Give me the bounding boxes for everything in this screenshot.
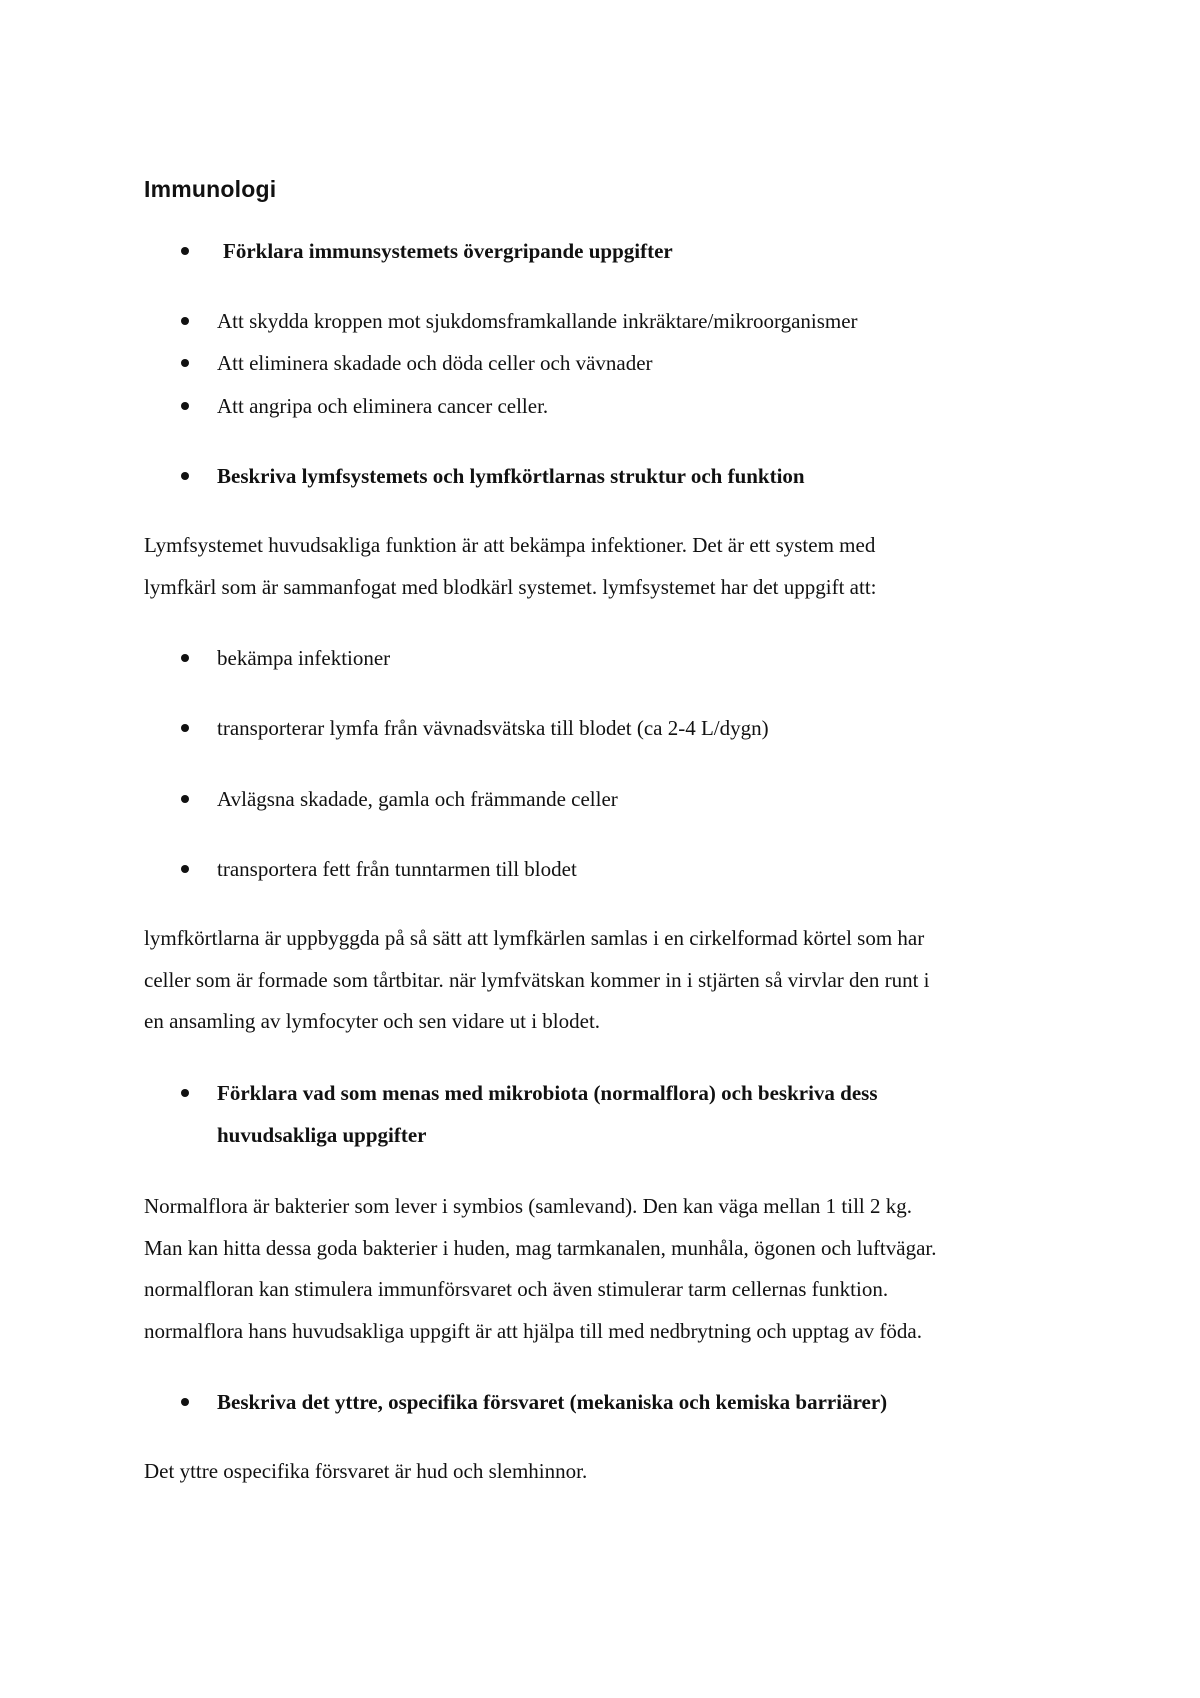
bullet-icon [181,865,189,873]
bullet-icon [181,402,189,410]
bullet-icon [181,1398,189,1406]
bullet-icon [181,654,189,662]
document-title: Immunologi [144,176,277,202]
bullet-icon [181,472,189,480]
bullet-icon [181,795,189,803]
bullet-icon [181,317,189,325]
bullet-icon [181,359,189,367]
bullet-icon [181,1089,189,1097]
paragraph-lymphatic-system: Lymfsystemet huvudsakliga funktion är att bekämpa infektioner. Det är ett system med lymfkärl som är sammanfogat med blodkärl systemet. lymfsystemet har det uppgift att: [144,533,877,599]
paragraph-outer-defense: Det yttre ospecifika försvaret är hud och slemhinnor. [144,1459,588,1483]
document-page: Immunologi Förklara immunsystemets övergripande uppgifter Att skydda kroppen mot sjukdomsframkallande inkräktare/mikroorganismer Att eliminera skadade och döda celler och vävnader Att angripa och eliminera cancer celler. Beskriva lymfsystemets och lymfkörtlarnas struktur och funktion Lymfsystemet huvudsakliga funktion är att bekämpa infektioner. Det är ett system med lymfkärl som är sammanfogat med blodkärl systemet. lymfsystemet har det uppgift att: bekämpa infektioner transporterar lymfa från vävnadsvätska till blodet (ca 2-4 L/dygn) Avlägsna skadade, gamla och främmande celler transportera fett från tunntarmen till blodet lymfkörtlarna är uppbyggda på så sätt att lymfkärlen samlas i en cirkelformad körtel som har celler som är formade som tårtbitar. när lymfvätskan kommer in i stjärten så virvlar den runt i en ansamling av lymfocyter och sen vidare ut i blodet. Förklara vad som menas med mikrobiota (normalflora) och beskriva dess huvudsakliga uppgifter Normalflora är bakterier som lever i symbios (samlevand). Den kan väga mellan 1 till 2 kg. Man kan hitta dessa goda bakterier i huden, mag tarmkanalen, munhåla, ögonen och luftvägar. normalfloran kan stimulera immunförsvaret och även stimulerar tarm cellernas funktion. normalflora hans huvudsakliga uppgift är att hjälpa till med nedbrytning och upptag av föda. Beskriva det yttre, ospecifika försvaret (mekaniska och kemiska barriärer) Det yttre ospecifika försvaret är hud och slemhinnor. [0,0,1200,1698]
paragraph-normal-flora: Normalflora är bakterier som lever i symbios (samlevand). Den kan väga mellan 1 till 2 kg. Man kan hitta dessa goda bakterier i huden, mag tarmkanalen, munhåla, ögonen och luftvägar. normalfloran kan stimulera immunförsvaret och även stimulerar tarm cellernas funktion. normalflora hans huvudsakliga uppgift är att hjälpa till med nedbrytning och upptag av föda. [144,1194,937,1343]
bullet-icon [181,247,189,255]
bullet-icon [181,724,189,732]
paragraph-lymph-nodes: lymfkörtlarna är uppbyggda på så sätt att lymfkärlen samlas i en cirkelformad körtel som har celler som är formade som tårtbitar. när lymfvätskan kommer in i stjärten så virvlar den runt i en ansamling av lymfocyter och sen vidare ut i blodet. [144,926,930,1033]
